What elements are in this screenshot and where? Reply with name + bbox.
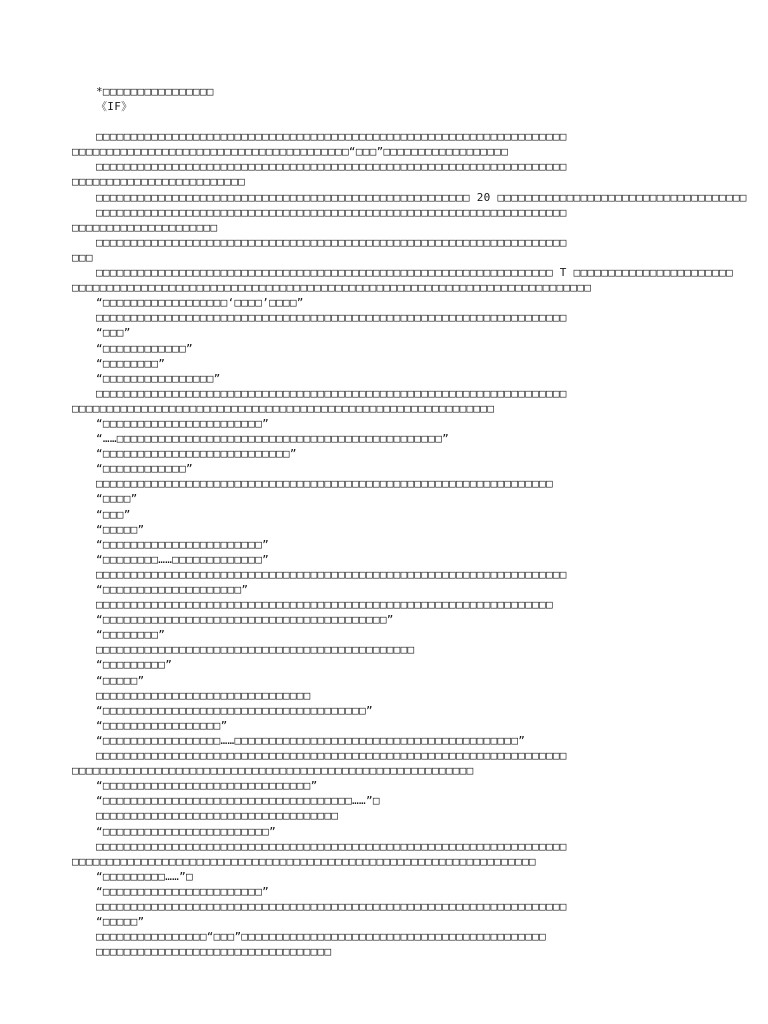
text-line: □□□□□□□□□□□□□□□□□□□□□□□□□□□□□□□□□□□□□□□□□□□□□□□□□□□□□□□□□□ xyxy=(72,764,474,778)
text-line: “□□□□□□□□□□□□□□□□□□□□□□□” xyxy=(96,884,270,898)
text-line: □□□□□□□□□□□□□□□□□□□□□□□□□□□□□□□□□□□□□□□□□□□□□□□□□□□□□□□□□□□□□□□□□□□□ xyxy=(96,235,567,249)
document-body xyxy=(0,129,768,959)
text-line: “□□□□□□□□□□□□□□□□□□□□□□□□□□□□□□□□□□□□……”□ xyxy=(96,794,380,808)
text-line: “□□□□□□□□□□□□” xyxy=(96,462,193,476)
text-line: □□□□□□□□□□□□□□□□□□□□□ xyxy=(72,220,218,234)
text-line: “□□□” xyxy=(96,507,131,521)
text-line: “□□□□□□□□□□□□□□□□□□‘□□□□’□□□□” xyxy=(96,296,304,310)
text-line: “□□□□□□□□□□□□□□□□” xyxy=(96,371,221,385)
text-line: □□□ xyxy=(72,250,93,264)
text-line: □□□□□□□□□□□□□□□□□□□□□□□□□□□□□□□□□□□□□□□□□□□□□□□□□□□□□□□□□□□□□□□□□□□□ xyxy=(96,160,567,174)
text-line: □□□□□□□□□□□□□□□□□□□□□□□□□□□□□□□□□□□□□□□□□□□□□□□□□□□□□□ 20 □□□□□□□□□□□□□□□□□□□□□□□□□□□□□□□□□□□□ xyxy=(96,190,747,204)
text-line: □□□□□□□□□□□□□□□□□□□□□□□□□□□□□□□□□□□□□□□□“□□□”□□□□□□□□□□□□□□□□□□ xyxy=(72,145,509,159)
text-line: “□□□□□□□□□□□□□□□□□□□□□□□” xyxy=(96,416,270,430)
text-line: “□□□□□□□□□□□□□□□□□□□□□□□□□□□” xyxy=(96,447,297,461)
text-line: “□□□□□” xyxy=(96,673,145,687)
text-line: □□□□□□□□□□□□□□□□□□□□□□□□□□□□□□□□□□□□□□□□□□□□□□□□□□□□□□□□□□□□□□□□□□ T □□□□□□□□□□□□□□□□□□□□□□□ xyxy=(96,266,733,280)
text-line: “……□□□□□□□□□□□□□□□□□□□□□□□□□□□□□□□□□□□□□□□□□□□□□□□” xyxy=(96,432,450,446)
text-line: “□□□□□□□□” xyxy=(96,356,166,370)
text-line: “□□□□□□□□□” xyxy=(96,658,173,672)
text-line: □□□□□□□□□□□□□□□□□□□□□□□□□ xyxy=(72,175,246,189)
text-line: “□□□□□□□□□□□□□□□□□□□□□□□” xyxy=(96,537,270,551)
text-line: □□□□□□□□□□□□□□□□□□□□□□□□□□□□□□□□□□□□□□□□□□□□□□□□□□□□□□□□□□□□□□□□□□□□□□□□□□□ xyxy=(72,281,592,295)
text-line: □□□□□□□□□□□□□□□□□□□□□□□□□□□□□□□□□□□□□□□□□□□□□□□□□□□□□□□□□□□□□□□□□□□□ xyxy=(96,311,567,325)
text-line: □□□□□□□□□□□□□□□□□□□□□□□□□□□□□□□□□□□□□□□□□□□□□□□□□□□□□□□□□□□□□ xyxy=(72,401,495,415)
text-line: □□□□□□□□□□□□□□□□□□□□□□□□□□□□□□□□□□□□□□□□□□□□□□□□□□□□□□□□□□□□□□□□□□□□ xyxy=(96,130,567,144)
text-line: “□□□□□” xyxy=(96,915,145,929)
spacer xyxy=(0,114,768,129)
text-line: □□□□□□□□□□□□□□□□□□□□□□□□□□□□□□□□□□□□□□□□□□□□□□ xyxy=(96,643,415,657)
text-line: “□□□□” xyxy=(96,492,138,506)
text-line: “□□□□□” xyxy=(96,522,145,536)
text-line: “□□□□□□□□□□□□□□□□□□□□□□□□□□□□□□” xyxy=(96,779,318,793)
document-header-marker: *□□□□□□□□□□□□□□□□ xyxy=(96,85,214,98)
text-line: “□□□□□□□□□□□□□□□□□” xyxy=(96,718,228,732)
text-line: “□□□□□□□□□□□□□□□□□□□□□□□□” xyxy=(96,824,276,838)
text-line: □□□□□□□□□□□□□□□□□□□□□□□□□□□□□□□□□□□□□□□□□□□□□□□□□□□□□□□□□□□□□□□□□□□□ xyxy=(96,205,567,219)
text-line: □□□□□□□□□□□□□□□□“□□□”□□□□□□□□□□□□□□□□□□□□□□□□□□□□□□□□□□□□□□□□□□□□ xyxy=(96,930,546,944)
text-line: □□□□□□□□□□□□□□□□□□□□□□□□□□□□□□□□□□□□□□□□□□□□□□□□□□□□□□□□□□□□□□□□□□ xyxy=(96,477,553,491)
document-header-title: 《IF》 xyxy=(96,100,133,114)
text-line: “□□□□□□□□□□□□□□□□□……□□□□□□□□□□□□□□□□□□□□□□□□□□□□□□□□□□□□□□□□□” xyxy=(96,733,526,747)
text-line: □□□□□□□□□□□□□□□□□□□□□□□□□□□□□□□ xyxy=(96,688,311,702)
text-line: “□□□□□□□□□□□□□□□□□□□□□□□□□□□□□□□□□□□□□□” xyxy=(96,703,373,717)
text-line: □□□□□□□□□□□□□□□□□□□□□□□□□□□□□□□□□□□□□□□□□□□□□□□□□□□□□□□□□□□□□□□□□□□□ xyxy=(96,567,567,581)
text-line: “□□□□□□□□□□□□□□□□□□□□” xyxy=(96,583,249,596)
text-line: “□□□□□□□□□……”□ xyxy=(96,869,193,883)
text-line: □□□□□□□□□□□□□□□□□□□□□□□□□□□□□□□□□□□ xyxy=(96,809,339,823)
text-line: “□□□□□□□□……□□□□□□□□□□□□□” xyxy=(96,552,270,566)
text-line: □□□□□□□□□□□□□□□□□□□□□□□□□□□□□□□□□□□□□□□□□□□□□□□□□□□□□□□□□□□□□□□□□□□□ xyxy=(96,386,567,400)
text-line: “□□□□□□□□” xyxy=(96,628,166,642)
text-line: □□□□□□□□□□□□□□□□□□□□□□□□□□□□□□□□□□□□□□□□□□□□□□□□□□□□□□□□□□□□□□□□□□□□ xyxy=(96,899,567,913)
text-line: “□□□□□□□□□□□□” xyxy=(96,341,193,355)
text-line: □□□□□□□□□□□□□□□□□□□□□□□□□□□□□□□□□□□□□□□□□□□□□□□□□□□□□□□□□□□□□□□□□□□□ xyxy=(96,839,567,853)
text-line: “□□□□□□□□□□□□□□□□□□□□□□□□□□□□□□□□□□□□□□□□□” xyxy=(96,613,394,627)
text-line: □□□□□□□□□□□□□□□□□□□□□□□□□□□□□□□□□□□□□□□□□□□□□□□□□□□□□□□□□□□□□□□□□□□□ xyxy=(96,749,567,763)
text-line: □□□□□□□□□□□□□□□□□□□□□□□□□□□□□□□□□□ xyxy=(96,945,332,959)
text-line: □□□□□□□□□□□□□□□□□□□□□□□□□□□□□□□□□□□□□□□□□□□□□□□□□□□□□□□□□□□□□□□□□□ xyxy=(96,598,553,612)
text-line: “□□□” xyxy=(96,326,131,340)
text-line: □□□□□□□□□□□□□□□□□□□□□□□□□□□□□□□□□□□□□□□□□□□□□□□□□□□□□□□□□□□□□□□□□□□ xyxy=(72,854,536,868)
